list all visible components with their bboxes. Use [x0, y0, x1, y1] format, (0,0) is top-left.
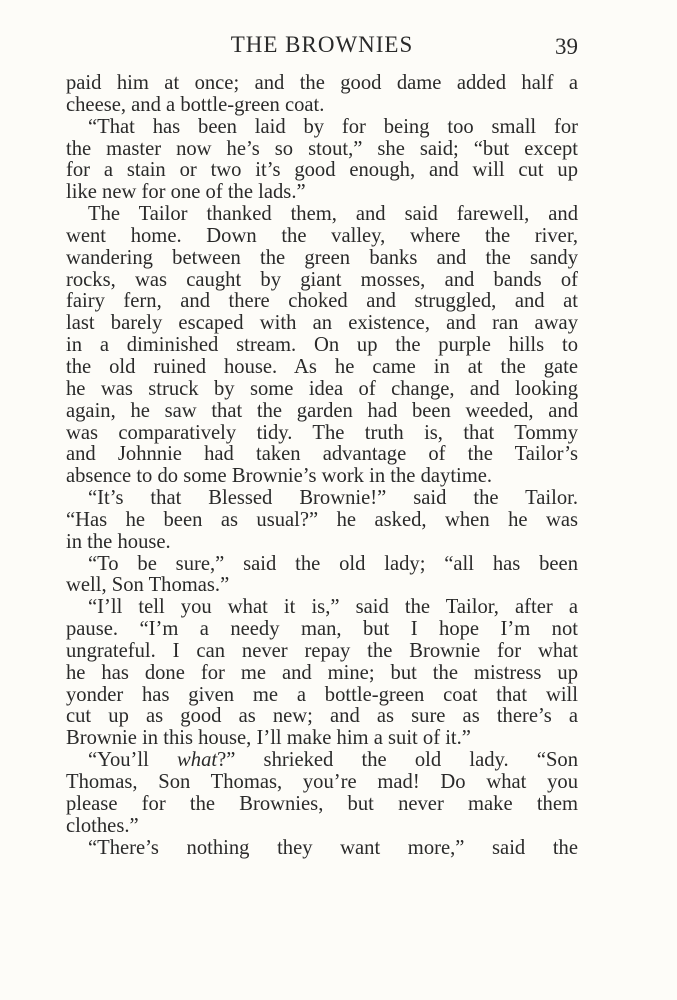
text-line: went home. Down the valley, where the river,	[66, 224, 578, 247]
text-line: paid him at once; and the good dame added half a	[66, 72, 578, 94]
text-line: “You’ll what?” shrieked the old lady. “Son	[88, 749, 578, 772]
text-line: again, he saw that the garden had been weeded, and	[66, 399, 578, 422]
text-line: was comparatively tidy. The truth is, that Tommy	[66, 421, 578, 444]
text-line: The Tailor thanked them, and said farewell, and	[88, 203, 578, 226]
text-line: he has done for me and mine; but the mistress up	[66, 661, 578, 684]
text-line: Brownie in this house, I’ll make him a suit of it.”	[66, 727, 471, 750]
running-title: THE BROWNIES	[230, 32, 414, 57]
body-text	[66, 73, 578, 859]
text-line: in a diminished stream. On up the purple hills to	[66, 334, 578, 357]
text-line: ungrateful. I can never repay the Brownie for what	[66, 639, 578, 662]
text-line: the old ruined house. As he came in at the gate	[66, 355, 578, 378]
text-line: well, Son Thomas.”	[66, 574, 230, 597]
text-line: “To be sure,” said the old lady; “all has been	[88, 552, 578, 575]
text-line: please for the Brownies, but never make them	[66, 792, 578, 815]
text-line: the master now he’s so stout,” she said; “but except	[66, 137, 578, 160]
text-line: like new for one of the lads.”	[66, 181, 306, 204]
text-line: cheese, and a bottle-green coat.	[66, 93, 325, 116]
text-line: he was struck by some idea of change, and looking	[66, 377, 578, 400]
text-line: and Johnnie had taken advantage of the Tailor’s	[66, 443, 578, 466]
text-line: “That has been laid by for being too small for	[88, 115, 578, 138]
text-line: last barely escaped with an existence, and ran away	[66, 312, 578, 335]
text-line: in the house.	[66, 530, 171, 553]
text-line: yonder has given me a bottle-green coat that will	[66, 683, 578, 706]
text-line: absence to do some Brownie’s work in the daytime.	[66, 465, 493, 488]
text-line: “Has he been as usual?” he asked, when he was	[66, 508, 578, 531]
text-line: clothes.”	[66, 814, 139, 837]
text-line: for a stain or two it’s good enough, and will cut up	[66, 159, 578, 182]
running-head	[66, 32, 578, 62]
italic-word: what	[177, 749, 218, 772]
text-line: Thomas, Son Thomas, you’re mad! Do what you	[66, 771, 578, 793]
text-line: pause. “I’m a needy man, but I hope I’m not	[66, 618, 578, 641]
text-line: fairy fern, and there choked and struggled, and at	[66, 290, 578, 313]
text-line: rocks, was caught by giant mosses, and bands of	[66, 268, 578, 291]
text-line: “There’s nothing they want more,” said the	[88, 836, 578, 859]
text-line: wandering between the green banks and the sandy	[66, 246, 578, 269]
text-line: “It’s that Blessed Brownie!” said the Tailor.	[88, 487, 578, 510]
text-line: “I’ll tell you what it is,” said the Tailor, after a	[88, 596, 578, 619]
text-line: cut up as good as new; and as sure as there’s a	[66, 705, 578, 728]
page-number: 39	[555, 34, 578, 59]
